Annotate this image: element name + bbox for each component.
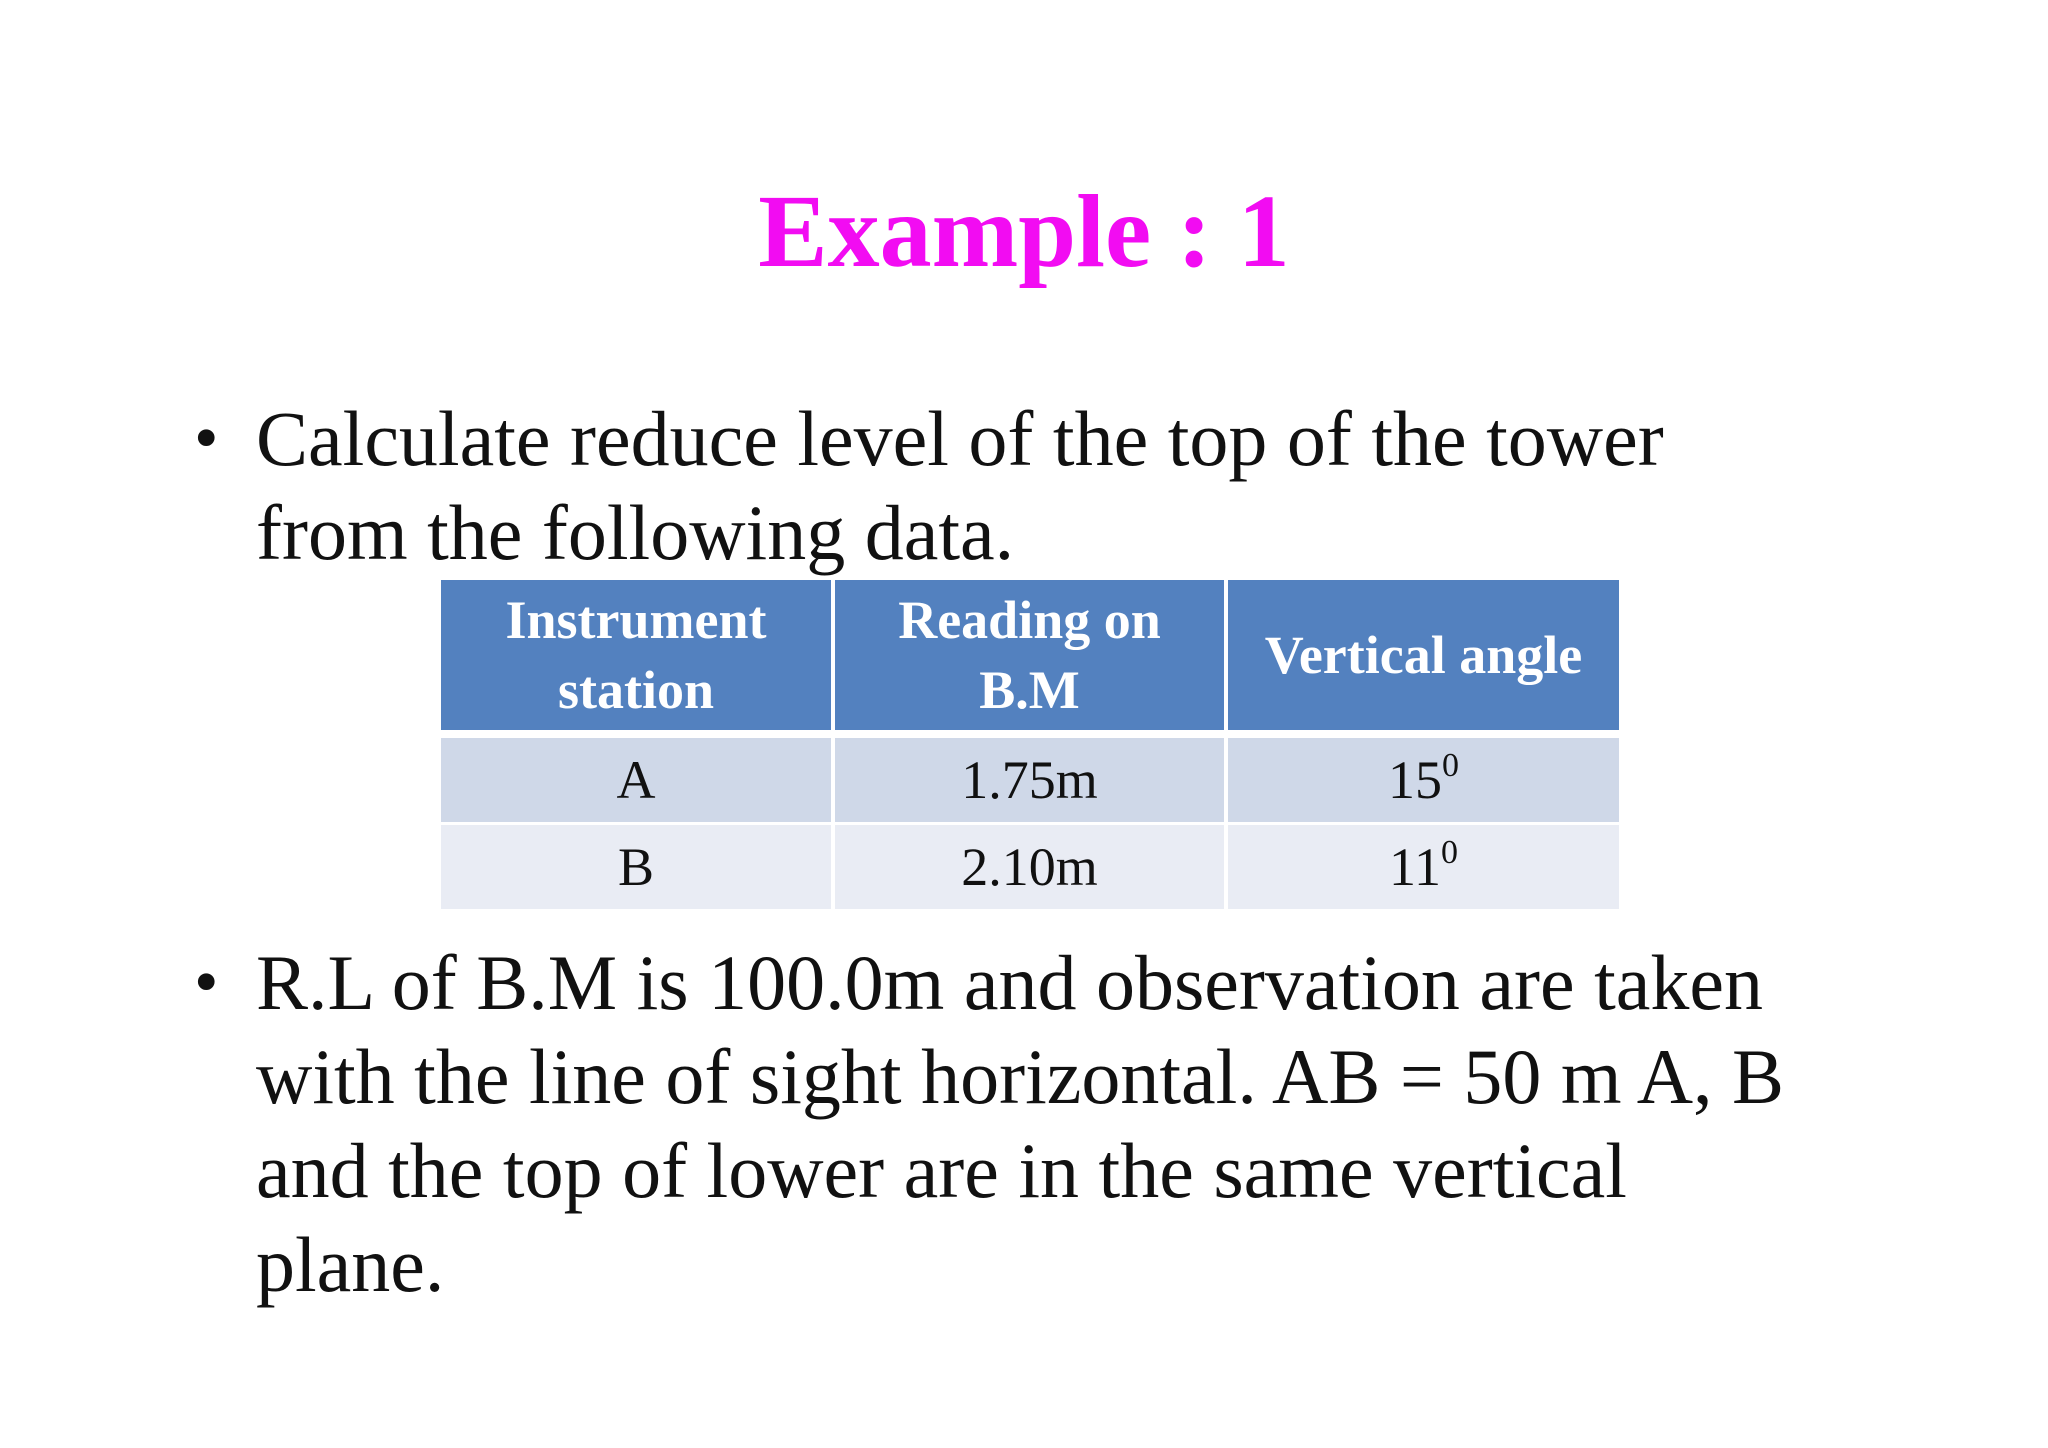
table-row [441,734,1619,824]
cell-angle [1226,824,1619,910]
degree-superscript: 0 [1441,834,1458,871]
data-table [441,580,1619,909]
table-header-row [441,580,1619,734]
angle-value: 15 [1388,750,1442,810]
cell-reading: 1.75m [833,734,1226,824]
column-header-vertical-angle: Vertical angle [1226,580,1619,734]
bullet-item [194,392,1796,580]
bullet-text: Calculate reduce level of the top of the tower from the following data. [256,395,1664,576]
bullet-text: R.L of B.M is 100.0m and observation are taken with the line of sight horizontal. AB = 50 m A, B and the top of lower are in the same vertical plane. [256,939,1785,1308]
bullet-item [194,936,1816,1312]
table-row [441,824,1619,910]
bullet-icon: • [194,944,219,1021]
bullet-icon: • [194,400,219,477]
column-header-reading-on-bm: Reading on B.M [833,580,1226,734]
cell-angle [1226,734,1619,824]
cell-reading: 2.10m [833,824,1226,910]
angle-value: 11 [1389,837,1441,897]
cell-station: B [441,824,833,910]
column-header-instrument-station: Instrument station [441,580,833,734]
degree-superscript: 0 [1442,747,1459,784]
slide-title: Example : 1 [758,174,1290,289]
cell-station: A [441,734,833,824]
